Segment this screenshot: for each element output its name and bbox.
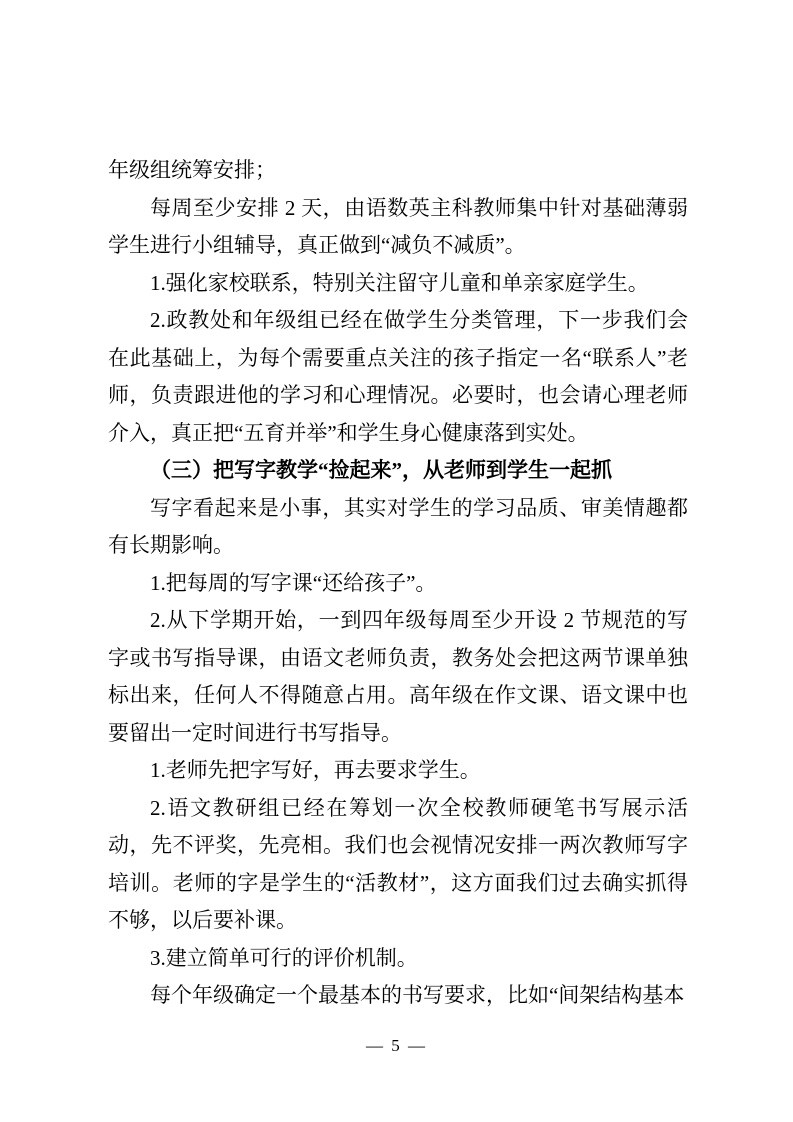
- section-heading: （三）把写字教学“捡起来”，从老师到学生一起抓: [150, 458, 612, 482]
- paragraph: 2.语文教研组已经在筹划一次全校教师硬笔书写展示活动，先不评奖，先亮相。我们也会视情况安排一两次教师写字培训。老师的字是学生的“活教材”，这方面我们过去确实抓得不够，以后要补课。: [108, 795, 688, 932]
- paragraph: 1.把每周的写字课“还给孩子”。: [150, 570, 437, 595]
- paragraph: 每个年级确定一个最基本的书写要求，比如“间架结构基本: [150, 983, 685, 1007]
- paragraph: 2.政教处和年级组已经在做学生分类管理，下一步我们会在此基础上，为每个需要重点关注的孩子指定一名“联系人”老师，负责跟进他的学习和心理情况。必要时，也会请心理老师介入，真正把“五育并举”和学生身心健康落到实处。: [108, 308, 688, 445]
- paragraph: 1.老师先把字写好，再去要求学生。: [150, 758, 481, 782]
- paragraph: 1.强化家校联系，特别关注留守儿童和单亲家庭学生。: [150, 270, 649, 295]
- paragraph: 3.建立简单可行的评价机制。: [150, 945, 418, 970]
- page-number: — 5 —: [366, 1036, 427, 1055]
- paragraph: 每周至少安排 2 天，由语数英主科教师集中针对基础薄弱学生进行小组辅导，真正做到“减负不减质”。: [108, 195, 688, 257]
- paragraph: 2.从下学期开始，一到四年级每周至少开设 2 节规范的写字或书写指导课，由语文老师负责，教务处会把这两节课单独标出来，任何人不得随意占用。高年级在作文课、语文课中也要留出一定时间进行书写指导。: [108, 608, 688, 745]
- paragraph: 年级组统筹安排；: [108, 158, 276, 182]
- document-body: [108, 152, 688, 1015]
- paragraph: 写字看起来是小事，其实对学生的学习品质、审美情趣都有长期影响。: [108, 495, 688, 557]
